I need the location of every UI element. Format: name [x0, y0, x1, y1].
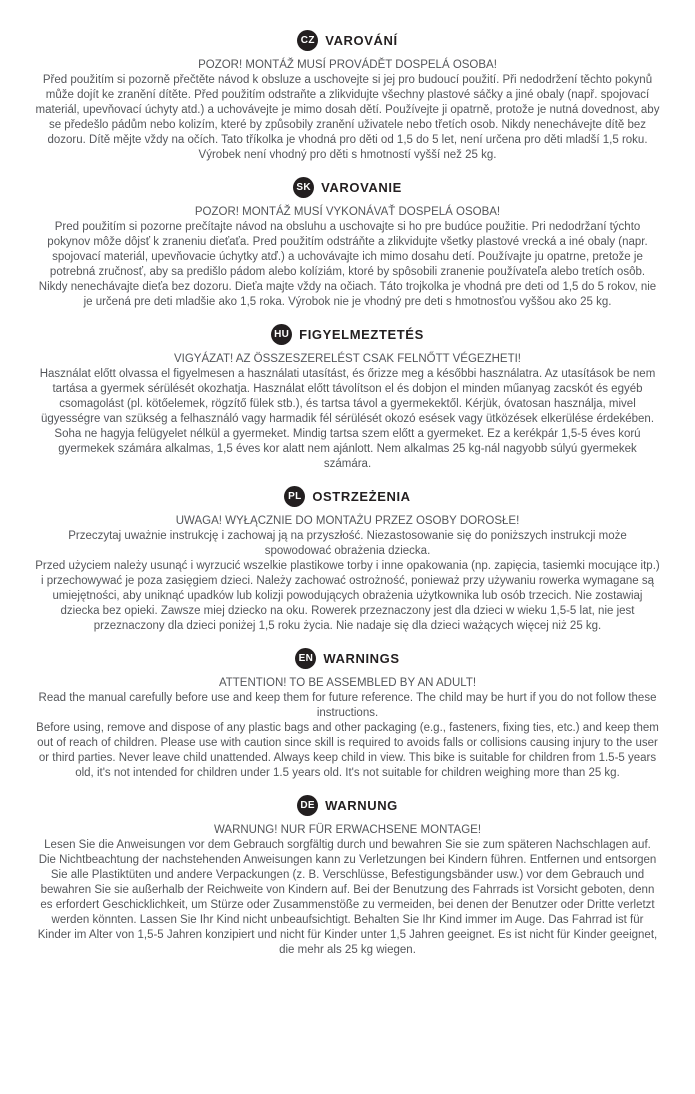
- section-title-cz: POZOR! MONTÁŽ MUSÍ PROVÁDĚT DOSPELÁ OSOBA!: [198, 59, 497, 71]
- section-heading-de: WARNUNG: [325, 798, 398, 813]
- section-body-sk: [26, 220, 669, 310]
- section-heading-sk: VAROVANIE: [321, 180, 402, 195]
- section-body-cz: [26, 73, 669, 163]
- section-paragraph: Read the manual carefully before use and keep them for future reference. The child may be hurt if you do not follow these instructions.: [38, 692, 657, 719]
- section-heading-cz: VAROVÁNÍ: [325, 33, 398, 48]
- section-paragraph: Before using, remove and dispose of any plastic bags and other packaging (e.g., fasteners, fixing ties, etc.) and keep them out of reach of children. Please use with caution since skill is required to avoids falls or collisions causing injury to the user or third parties. Never leave child unattended. Always keep child in view. This bike is suitable for children from 1.5-5 years old, it's not intended for children under 1.5 years old. It's not suitable for children weighing more than 25 kg.: [36, 722, 659, 779]
- language-badge-pl: PL: [284, 486, 305, 507]
- section-paragraph: Lesen Sie die Anweisungen vor dem Gebrauch sorgfältig durch und bewahren Sie sie zum späteren Nachschlagen auf. Die Nichtbeachtung der nachstehenden Anweisungen kann zu Verletzungen bei Kindern führen. Entfernen und entsorgen Sie alle Plastiktüten und andere Verpackungen (z. B. Verschlüsse, Befestigungsbänder usw.) vor dem Gebrauch und bewahren Sie sie außerhalb der Reichweite von Kindern auf. Bei der Benutzung des Fahrrads ist Vorsicht geboten, denn es erfordert Geschicklichkeit, um Stürze oder Zusammenstöße zu vermeiden, bei denen der Benutzer oder Dritte verletzt werden könnten. Lassen Sie Ihr Kind nicht unbeaufsichtigt. Behalten Sie Ihr Kind immer im Auge. Das Fahrrad ist für Kinder im Alter von 1,5-5 Jahren konzipiert und nicht für Kinder unter 1,5 Jahren geeignet. Es ist nicht für Kinder geeignet, die mehr als 25 kg wiegen.: [37, 839, 658, 956]
- section-body-pl: [26, 529, 669, 634]
- section-header-hu: [26, 324, 669, 345]
- section-title-pl: UWAGA! WYŁĄCZNIE DO MONTAŻU PRZEZ OSOBY DOROSŁE!: [175, 515, 520, 527]
- language-badge-de: DE: [297, 795, 318, 816]
- section-heading-hu: FIGYELMEZTETÉS: [299, 327, 424, 342]
- section-paragraph: Przeczytaj uważnie instrukcję i zachowaj ją na przyszłość. Niezastosowanie się do poniższych instrukcji może spowodować obrażenia dziecka.: [68, 530, 627, 557]
- section-heading-pl: OSTRZEŻENIA: [312, 489, 411, 504]
- language-badge-en: EN: [295, 648, 316, 669]
- language-badge-cz: CZ: [297, 30, 318, 51]
- language-badge-hu: HU: [271, 324, 292, 345]
- section-title-de: WARNUNG! NUR FÜR ERWACHSENE MONTAGE!: [213, 824, 482, 836]
- section-paragraph: Pred použitím si pozorne prečítajte návod na obsluhu a uschovajte si ho pre budúce použitie. Pri nedodržaní týchto pokynov môže dôjsť k zraneniu dieťaťa. Pred použitím odstráňte a zlikvidujte všetky plastové vrecká a iné obaly (napr. spojovací materiál, upevňovacie úchytky atď.) a uchovávajte ich mimo dosahu detí. Používajte ju opatrne, pretože je potrebná zručnosť, aby sa predišlo pádom alebo kolíziám, ktoré by spôsobili zranenie používateľa alebo tretích osôb. Nikdy nenechávajte dieťa bez dozoru. Dieťa majte vždy na očiach. Táto trojkolka je vhodná pre deti od 1,5 do 5 rokov, nie je určená pre deti mladšie ako 1,5 roka. Výrobok nie je vhodný pre deti s hmotnosťou vyššou ako 25 kg.: [38, 221, 657, 308]
- section-header-en: [26, 648, 669, 669]
- section-paragraph: Před použitím si pozorně přečtěte návod k obsluze a uschovejte si jej pro budoucí použití. Při nedodržení těchto pokynů může dojít ke zranění dítěte. Před použitím odstraňte a zlikvidujte všechny plastové sáčky a jiné obaly (např. spojovací materiál, upevňovací úchyty atd.) a uchovávejte je mimo dosah dětí. Používejte ji opatrně, protože je nutná dovednost, aby se předešlo pádům nebo kolizím, které by způsobily zranění uživatele nebo třetích osob. Nikdy nenechávejte dítě bez dozoru. Dítě mějte vždy na očích. Tato tříkolka je vhodná pro děti od 1,5 do 5 let, není určena pro děti mladší 1,5 roku. Výrobek není vhodný pro děti s hmotností vyšší než 25 kg.: [35, 74, 660, 161]
- warning-section-cz: [26, 30, 669, 163]
- warning-section-hu: [26, 324, 669, 472]
- section-body-en: [26, 691, 669, 781]
- section-paragraph: Használat előtt olvassa el figyelmesen a használati utasítást, és őrizze meg a későbbi használatra. Az utasítások be nem tartása a gyermek sérülését okozhatja. Használat előtt távolítson el és dobjon el minden műanyag zacskót és egyéb csomagolást (pl. kötőelemek, rögzítő fülek stb.), és tartsa távol a gyermekektől. Kérjük, óvatosan használja, mivel ügyességre van szükség a felhasználó vagy harmadik fél sérülését okozó esések vagy ütközések elkerülése érdekében. Soha ne hagyja felügyelet nélkül a gyermeket. Mindig tartsa szem előtt a gyermeket. Ez a kerékpár 1,5-5 éves korú gyermekek számára alkalmas, 1,5 éves kor alatt nem ajánlott. Nem alkalmas 25 kg-nál nagyobb súlyú gyermekek számára.: [39, 368, 656, 470]
- language-badge-sk: SK: [293, 177, 314, 198]
- section-header-cz: [26, 30, 669, 51]
- warning-section-en: [26, 648, 669, 781]
- section-title-hu: VIGYÁZAT! AZ ÖSSZESZERELÉST CSAK FELNŐTT VÉGEZHETI!: [174, 353, 521, 365]
- section-title-en: ATTENTION! TO BE ASSEMBLED BY AN ADULT!: [218, 677, 477, 689]
- section-header-de: [26, 795, 669, 816]
- section-heading-en: WARNINGS: [323, 651, 400, 666]
- warning-section-sk: [26, 177, 669, 310]
- section-paragraph: Przed użyciem należy usunąć i wyrzucić wszelkie plastikowe torby i inne opakowania (np. zapięcia, tasiemki mocujące itp.) i przechowywać je poza zasięgiem dzieci. Należy zachować ostrożność, ponieważ przy używaniu rowerka wymagane są umiejętności, aby uniknąć upadków lub kolizji powodujących obrażenia użytkownika lub osób trzecich. Nie zostawiaj dziecka bez opieki. Zawsze miej dziecko na oku. Rowerek przeznaczony jest dla dzieci w wieku 1,5-5 lat, nie jest przeznaczony dla dzieci poniżej 1,5 roku życia. Nie nadaje się dla dzieci ważących więcej niż 25 kg.: [35, 560, 660, 632]
- section-body-hu: [26, 367, 669, 472]
- warning-section-pl: [26, 486, 669, 634]
- section-title-sk: POZOR! MONTÁŽ MUSÍ VYKONÁVAŤ DOSPELÁ OSOBA!: [194, 206, 501, 218]
- section-body-de: [26, 838, 669, 958]
- section-header-sk: [26, 177, 669, 198]
- warning-section-de: [26, 795, 669, 958]
- section-header-pl: [26, 486, 669, 507]
